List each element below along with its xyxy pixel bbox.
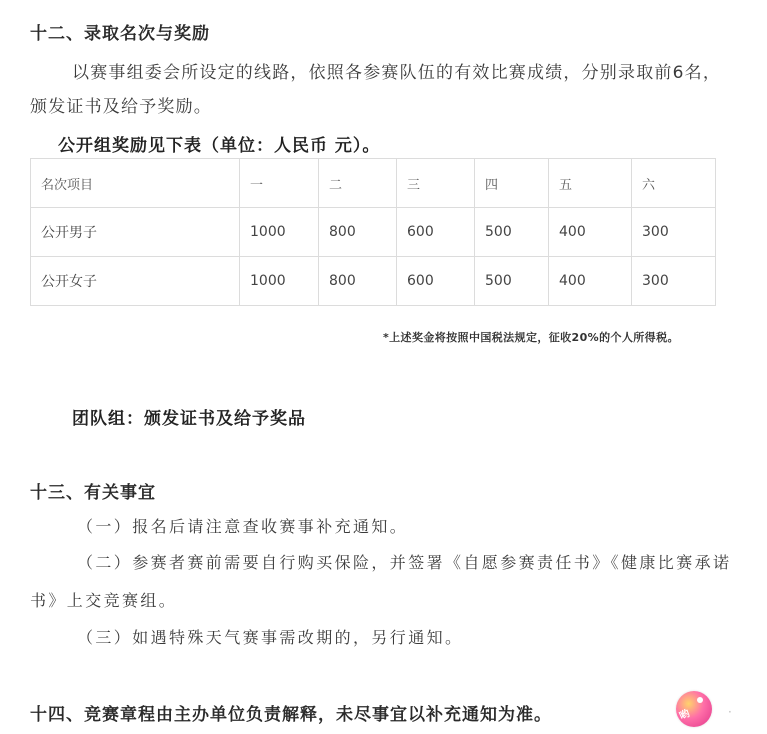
prize-table bbox=[30, 158, 716, 306]
table-header-cell: 五 bbox=[549, 159, 632, 208]
section-13-heading: 十三、有关事宜 bbox=[30, 483, 156, 503]
table-cell: 800 bbox=[319, 257, 397, 306]
table-header-cell: 六 bbox=[632, 159, 716, 208]
table-cell: 500 bbox=[475, 208, 549, 257]
table-cell: 600 bbox=[397, 208, 475, 257]
table-cell: 300 bbox=[632, 257, 716, 306]
table-cell: 1000 bbox=[240, 208, 319, 257]
section-14-heading: 十四、竞赛章程由主办单位负责解释，未尽事宜以补充通知为准。 bbox=[30, 705, 552, 725]
table-header-row bbox=[31, 159, 716, 208]
table-cell: 1000 bbox=[240, 257, 319, 306]
section-13-item-1: （一）报名后请注意查收赛事补充通知。 bbox=[77, 517, 409, 536]
table-cell: 800 bbox=[319, 208, 397, 257]
prize-table-title: 公开组奖励见下表（单位：人民币 元）。 bbox=[58, 136, 381, 156]
logo-watermark-icon bbox=[676, 691, 712, 727]
section-13-item-2-line-1: （二）参赛者赛前需要自行购买保险，并签署《自愿参赛责任书》《健康比赛承诺 bbox=[77, 553, 732, 572]
section-12-paragraph-line-2: 颁发证书及给予奖励。 bbox=[30, 97, 212, 117]
tax-note: *上述奖金将按照中国税法规定，征收20%的个人所得税。 bbox=[383, 331, 679, 344]
logo-watermark-text: 哟 bbox=[677, 708, 692, 723]
table-row bbox=[31, 208, 716, 257]
table-cell: 公开男子 bbox=[31, 208, 240, 257]
table-cell: 300 bbox=[632, 208, 716, 257]
table-cell: 400 bbox=[549, 257, 632, 306]
table-cell: 公开女子 bbox=[31, 257, 240, 306]
logo-dot-icon bbox=[697, 697, 703, 703]
table-header-cell: 二 bbox=[319, 159, 397, 208]
team-group-text: 团队组：颁发证书及给予奖品 bbox=[72, 409, 306, 429]
section-12-heading: 十二、录取名次与奖励 bbox=[30, 24, 210, 44]
section-13-item-2-line-2: 书》上交竞赛组。 bbox=[30, 591, 178, 610]
table-header-cell: 一 bbox=[240, 159, 319, 208]
table-header-cell: 四 bbox=[475, 159, 549, 208]
section-12-paragraph-line-1: 以赛事组委会所设定的线路，依照各参赛队伍的有效比赛成绩，分别录取前6名， bbox=[72, 63, 722, 83]
table-cell: 600 bbox=[397, 257, 475, 306]
table-cell: 400 bbox=[549, 208, 632, 257]
table-header-cell: 名次项目 bbox=[31, 159, 240, 208]
watermark-trail: · bbox=[728, 705, 732, 719]
table-header-cell: 三 bbox=[397, 159, 475, 208]
table-row bbox=[31, 257, 716, 306]
table-cell: 500 bbox=[475, 257, 549, 306]
section-13-item-3: （三）如遇特殊天气赛事需改期的，另行通知。 bbox=[77, 628, 464, 647]
